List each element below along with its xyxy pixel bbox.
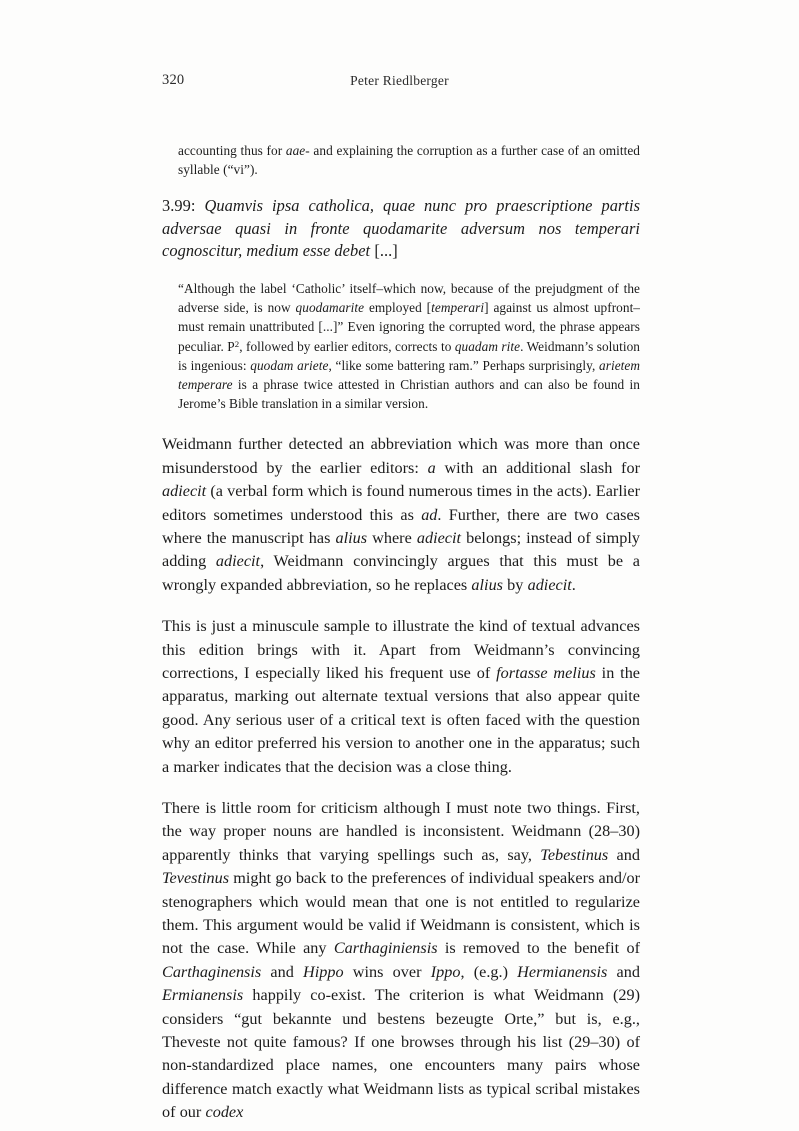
- p1-seg-3: (a verbal form which is found numerous times in the acts). Earlier editors sometimes understood this as: [162, 482, 640, 524]
- p3-italic-carthaginensis: Carthaginensis: [162, 962, 262, 981]
- quote-seg-1: “Although the label ‘Catholic’ itself–which now, because of the prejudgment of the adverse side, is now: [178, 280, 640, 316]
- p1-seg-1: Weidmann further detected an abbreviation which was more than once misunderstood by the earlier editors:: [162, 435, 640, 477]
- quote-seg-5: . Weidmann’s solution is ingenious:: [178, 338, 640, 373]
- p1-italic-adiecit-2: adiecit: [416, 528, 462, 547]
- page-number: 320: [162, 72, 185, 88]
- p1-seg-6: belongs; instead of simply adding: [162, 528, 640, 571]
- quote-seg-7: is a phrase twice attested in Christian authors and can also be found in Jerome’s Bible translation in a similar version.: [178, 376, 640, 412]
- p3-italic-tebestinus: Tebestinus: [540, 845, 609, 864]
- quote-seg-2: employed [: [364, 300, 432, 316]
- p2-italic-fortasse-melius: fortasse melius: [496, 663, 596, 682]
- p1-italic-alius-2: alius: [471, 575, 504, 594]
- quotation-block: [178, 279, 640, 413]
- quote-superscript-two: 2: [234, 338, 240, 349]
- p1-italic-adiecit-4: adiecit: [527, 575, 572, 594]
- continuation-text-a: accounting thus for: [178, 143, 286, 158]
- p3-italic-hermianensis: Hermianensis: [517, 962, 608, 981]
- body-paragraph-1: [162, 433, 640, 597]
- lemma-trailer: [...]: [370, 241, 398, 261]
- p3-seg-7: , (e.g.): [460, 962, 518, 981]
- p3-italic-ippo: Ippo: [430, 962, 461, 981]
- p1-italic-ad: ad: [421, 505, 438, 524]
- p1-italic-alius-1: alius: [335, 528, 368, 547]
- p3-seg-4: is removed to the benefit of: [437, 939, 640, 958]
- p3-seg-8: and: [607, 962, 640, 981]
- p1-seg-4: . Further, there are two cases where the manuscript has: [162, 505, 641, 547]
- continuation-paragraph: [178, 141, 640, 179]
- p1-seg-9: .: [571, 575, 576, 594]
- quote-seg-4: , followed by earlier editors, corrects to: [239, 338, 455, 354]
- p3-italic-carthaginiensis: Carthaginiensis: [333, 939, 438, 958]
- p1-seg-7: , Weidmann convincingly argues that this must be a wrongly expanded abbreviation, so he replaces: [162, 552, 640, 594]
- p1-seg-2: with an additional slash for: [435, 458, 640, 477]
- p3-italic-ermianensis: Ermianensis: [162, 986, 244, 1005]
- running-head: [0, 72, 799, 92]
- quote-italic-arietem-temperare: arietem temperare: [178, 357, 640, 392]
- p3-seg-1: There is little room for criticism although I must note two things. First, the way proper nouns are handled is inconsistent. Weidmann (28–30) apparently thinks that varying spellings such as, say,: [162, 799, 640, 864]
- quote-italic-quodam-ariete: quodam ariete: [250, 357, 329, 373]
- running-title: Peter Riedlberger: [350, 73, 449, 88]
- continuation-italic-aae: aae: [285, 143, 306, 158]
- p3-italic-tevestinus: Tevestinus: [162, 869, 230, 888]
- p3-seg-6: wins over: [343, 962, 431, 981]
- p3-seg-9: happily co-exist. The criterion is what Weidmann (29) considers “gut bekannte und bestens bezeugte Orte,” but is, e.g., Theveste not quite famous? If one browses through his list (29–30) of non-standardized place names, one encounters many pairs whose difference match exactly what Weidmann lists as typical scribal mistakes of our: [162, 986, 640, 1122]
- text-column: [162, 141, 640, 1125]
- continuation-text-b: - and explaining the corruption as a further case of an omitted syllable (“vi”).: [178, 143, 641, 178]
- lemma-latin-text: Quamvis ipsa catholica, quae nunc pro praescriptione partis adversae quasi in fronte quodamarite adversum nos temperari cognoscitur, medium esse debet: [162, 196, 641, 261]
- p1-seg-5: where: [367, 528, 417, 547]
- quote-italic-quadam-rite: quadam rite: [454, 338, 521, 354]
- p3-italic-codex: codex: [205, 1103, 244, 1122]
- p3-seg-5: and: [261, 962, 304, 981]
- p1-seg-8: by: [503, 575, 528, 594]
- p1-italic-a: a: [427, 458, 436, 477]
- p3-seg-2: and: [608, 845, 640, 864]
- p2-seg-2: in the apparatus, marking out alternate textual versions that also appear quite good. Any serious user of a critical text is often faced with the question why an editor preferred his version to another one in the apparatus; such a marker indicates that the decision was a close thing.: [162, 663, 641, 776]
- quote-seg-6: , “like some battering ram.” Perhaps surprisingly,: [328, 357, 600, 373]
- body-paragraph-2: [162, 615, 640, 779]
- quote-italic-temperari: temperari: [431, 300, 485, 316]
- p3-italic-hippo: Hippo: [303, 962, 344, 981]
- p1-italic-adiecit-1: adiecit: [162, 482, 207, 501]
- p3-seg-3: might go back to the preferences of individual speakers and/or stenographers which would mean that one is not entitled to regularize them. This argument would be valid if Weidmann is consistent, which is not the case. While any: [162, 869, 640, 958]
- quote-seg-3: ] against us almost upfront–must remain unattributed [...]” Even ignoring the corrupted word, the phrase appears peculiar. P: [178, 300, 641, 354]
- lemma-number: 3.99:: [162, 196, 205, 216]
- quote-italic-quodamarite: quodamarite: [295, 300, 365, 316]
- p2-seg-1: This is just a minuscule sample to illustrate the kind of textual advances this edition brings with it. Apart from Weidmann’s convincing corrections, I especially liked his frequent use of: [162, 617, 640, 682]
- p1-italic-adiecit-3: adiecit: [215, 552, 261, 571]
- lemma-citation: [162, 195, 640, 263]
- body-paragraph-3: [162, 797, 640, 1125]
